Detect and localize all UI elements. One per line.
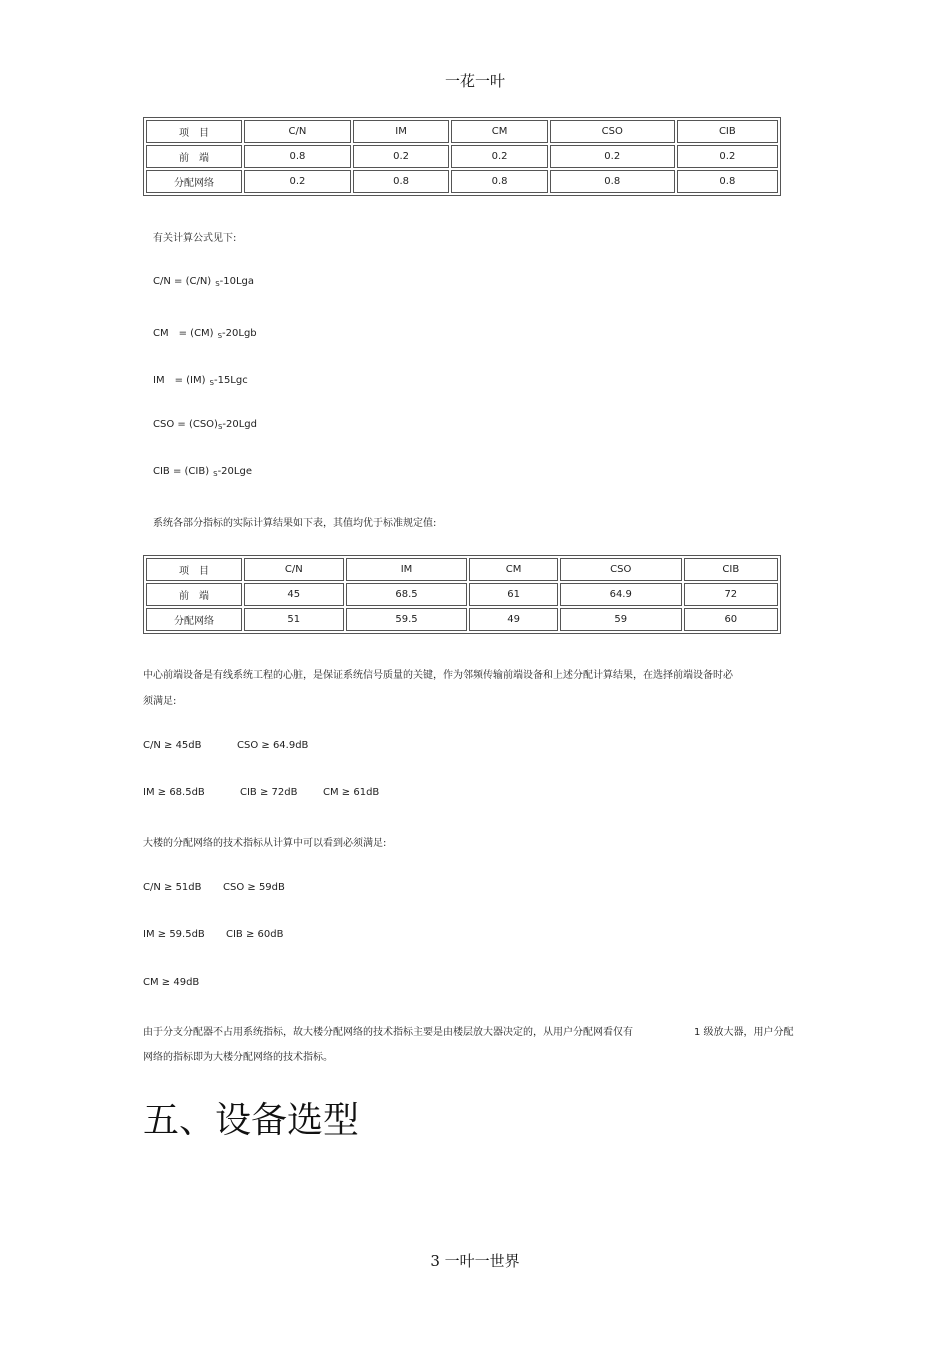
amplifier-paragraph-line2: 网络的指标即为大楼分配网络的技术指标。 [143, 1052, 333, 1063]
formula-intro: 有关计算公式见下: [153, 233, 237, 244]
frontend-req-cib: CIB ≥ 72dB [240, 787, 298, 798]
table-cell: 72 [684, 583, 778, 606]
frontend-req-cm: CM ≥ 61dB [323, 787, 380, 798]
table-cell: 前 端 [146, 145, 242, 168]
table-header-cell: C/N [244, 120, 351, 143]
table-header-cell: CM [469, 558, 557, 581]
table-cell: 0.8 [244, 145, 351, 168]
formula-subscript: S [209, 379, 214, 387]
table-cell: 59 [560, 608, 682, 631]
formula-lhs: CSO = (CSO) [153, 419, 218, 430]
formula-cib [153, 466, 252, 478]
formula-subscript: S [217, 332, 223, 340]
table-header-row [146, 558, 778, 581]
table-cell: 前 端 [146, 583, 242, 606]
table-header-cell: CIB [684, 558, 778, 581]
table-cell: 59.5 [346, 608, 468, 631]
table-cell: 68.5 [346, 583, 468, 606]
formula-subscript: S [215, 280, 220, 288]
formula-lhs: IM = (IM) [153, 375, 206, 386]
network-req-cib: CIB ≥ 60dB [226, 929, 284, 940]
table-cell: 0.2 [451, 145, 547, 168]
frontend-req-cn: C/N ≥ 45dB [143, 740, 202, 751]
table-header-cell: CM [451, 120, 547, 143]
frontend-req-im: IM ≥ 68.5dB [143, 787, 205, 798]
table-cell: 分配网络 [146, 170, 242, 193]
formula-rhs: -20Lgd [222, 419, 258, 430]
formula-lhs: CIB = (CIB) [153, 466, 210, 477]
network-req-cm: CM ≥ 49dB [143, 977, 200, 988]
table-cell: 分配网络 [146, 608, 242, 631]
table-row [146, 608, 778, 631]
table-cell: 0.8 [451, 170, 547, 193]
table-row [146, 170, 778, 193]
network-req-im: IM ≥ 59.5dB [143, 929, 205, 940]
results-table [143, 555, 781, 634]
section-heading: 五、设备选型 [143, 1100, 360, 1141]
table-cell: 0.8 [353, 170, 449, 193]
network-req-cn: C/N ≥ 51dB [143, 882, 202, 893]
network-paragraph: 大楼的分配网络的技术指标从计算中可以看到必须满足: [143, 838, 387, 849]
table-cell: 45 [244, 583, 344, 606]
formula-subscript: S [217, 423, 223, 431]
table-header-cell: 项 目 [146, 558, 242, 581]
frontend-paragraph-line2: 须满足: [143, 696, 177, 707]
frontend-req-cso: CSO ≥ 64.9dB [237, 740, 309, 751]
formula-cm [153, 324, 257, 340]
table-cell: 0.8 [550, 170, 675, 193]
table-header-cell: CSO [560, 558, 682, 581]
page-header: 一花一叶 [444, 72, 505, 90]
table-cell: 0.2 [677, 145, 778, 168]
formula-rhs: -15Lgc [213, 375, 248, 386]
table-cell: 60 [684, 608, 778, 631]
table-header-cell: IM [353, 120, 449, 143]
table-cell: 0.2 [353, 145, 449, 168]
formula-lhs: CM = (CM) [153, 328, 214, 339]
formula-rhs: -10Lga [219, 276, 255, 287]
table-cell: 0.8 [677, 170, 778, 193]
table-header-cell: 项 目 [146, 120, 242, 143]
table2-intro: 系统各部分指标的实际计算结果如下表，其值均优于标准规定值: [153, 518, 437, 529]
table-row [146, 583, 778, 606]
amplifier-paragraph-line1b: 1 级放大器，用户分配 [694, 1027, 794, 1038]
formula-rhs: -20Lge [217, 466, 252, 477]
table-cell: 51 [244, 608, 344, 631]
formula-im [153, 371, 248, 387]
table-cell: 0.2 [244, 170, 351, 193]
formula-cn [153, 276, 254, 288]
formula-lhs: C/N = (C/N) [153, 276, 212, 287]
table-cell: 49 [469, 608, 557, 631]
page-footer: 3 一叶一世界 [430, 1252, 520, 1270]
table-row [146, 145, 778, 168]
amplifier-paragraph-line1a: 由于分支分配器不占用系统指标，故大楼分配网络的技术指标主要是由楼层放大器决定的，从用户分配网看仅有 [143, 1027, 633, 1038]
formula-cso [153, 419, 257, 431]
table-header-cell: CIB [677, 120, 778, 143]
table-header-cell: CSO [550, 120, 675, 143]
table-cell: 0.2 [550, 145, 675, 168]
table-header-row [146, 120, 778, 143]
network-req-cso: CSO ≥ 59dB [223, 882, 285, 893]
ratio-table [143, 117, 781, 196]
table-header-cell: IM [346, 558, 468, 581]
formula-subscript: S [213, 470, 218, 478]
frontend-paragraph-line1: 中心前端设备是有线系统工程的心脏，是保证系统信号质量的关键，作为邻频传输前端设备和上述分配计算结果，在选择前端设备时必 [143, 670, 733, 681]
formula-rhs: -20Lgb [222, 328, 257, 339]
table-header-cell: C/N [244, 558, 344, 581]
table-cell: 64.9 [560, 583, 682, 606]
table-cell: 61 [469, 583, 557, 606]
